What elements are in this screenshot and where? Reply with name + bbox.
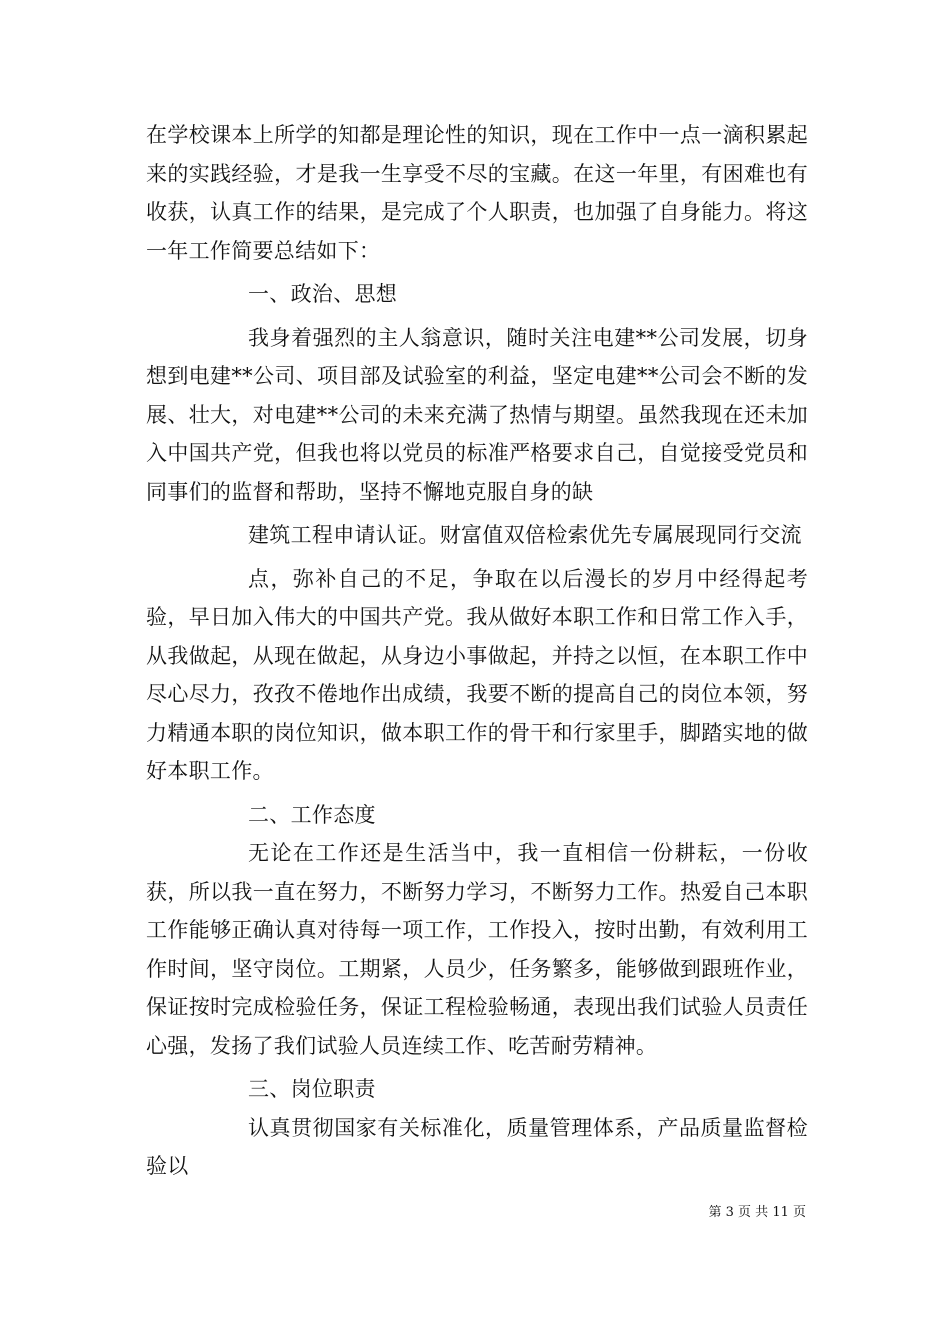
page-number: 第 3 页 共 11 页 <box>708 1205 806 1220</box>
duties-paragraph: 认真贯彻国家有关标准化，质量管理体系，产品质量监督检验以 <box>146 1115 808 1178</box>
section-heading-politics: 一、政治、思想 <box>248 282 398 306</box>
intro-paragraph: 在学校课本上所学的知都是理论性的知识，现在工作中一点一滴积累起来的实践经验，才是我一生享受不尽的宝藏。在这一年里，有困难也有收获，认真工作的结果，是完成了个人职责，也加强了自身能力。将这一年工作简要总结如下： <box>146 123 808 263</box>
section-heading-attitude: 二、工作态度 <box>248 802 376 827</box>
politics-paragraph: 我身着强烈的主人翁意识，随时关注电建**公司发展，切身想到电建**公司、项目部及试验室的利益，坚定电建**公司会不断的发展、壮大，对电建**公司的未来充满了热情与期望。虽然我现在还未加入中国共产党，但我也将以党员的标准严格要求自己，自觉接受党员和同事们的监督和帮助，坚持不懈地克服自身的缺 <box>146 325 808 504</box>
continuation-paragraph: 点，弥补自己的不足，争取在以后漫长的岁月中经得起考验，早日加入伟大的中国共产党。我从做好本职工作和日常工作入手，从我做起，从现在做起，从身边小事做起，并持之以恒，在本职工作中尽心尽力，孜孜不倦地作出成绩，我要不断的提高自己的岗位本领，努力精通本职的岗位知识，做本职工作的骨干和行家里手，脚踏实地的做好本职工作。 <box>146 566 808 783</box>
attitude-paragraph: 无论在工作还是生活当中，我一直相信一份耕耘，一份收获，所以我一直在努力，不断努力学习，不断努力工作。热爱自己本职工作能够正确认真对待每一项工作，工作投入，按时出勤，有效利用工作时间，坚守岗位。工期紧，人员少，任务繁多，能够做到跟班作业，保证按时完成检验任务，保证工程检验畅通，表现出我们试验人员责任心强，发扬了我们试验人员连续工作、吃苦耐劳精神。 <box>146 841 808 1058</box>
section-heading-duties: 三、岗位职责 <box>248 1077 376 1101</box>
promo-paragraph: 建筑工程申请认证。财富值双倍检索优先专属展现同行交流 <box>248 523 802 547</box>
document-body <box>146 116 808 1186</box>
